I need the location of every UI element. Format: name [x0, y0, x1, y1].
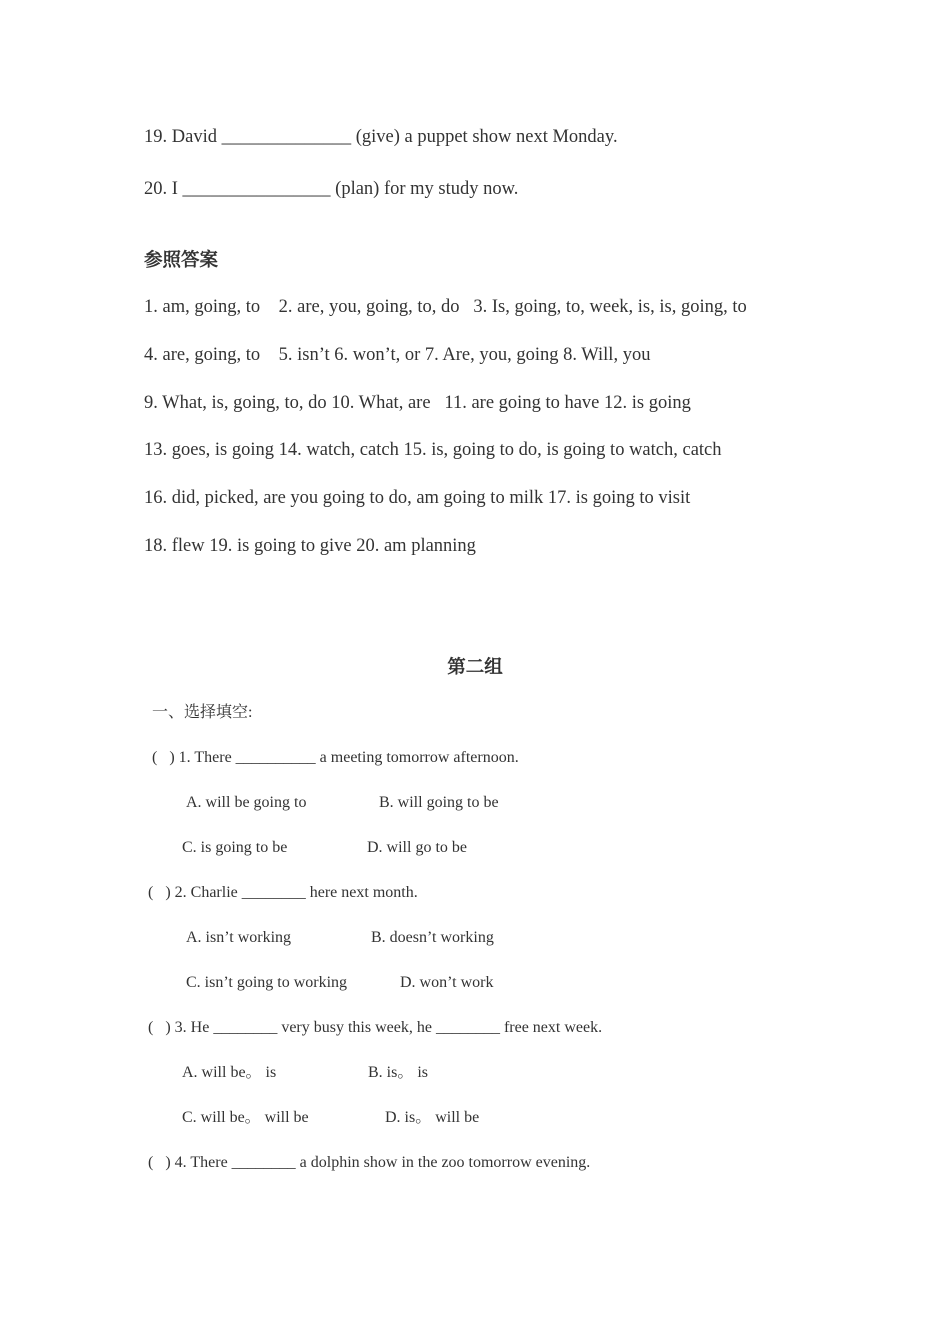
answer-line: 18. flew 19. is going to give 20. am planning — [144, 536, 476, 556]
question-1-option-a: A. will be going to — [186, 794, 307, 811]
question-2-option-a: A. isn’t working — [186, 929, 292, 946]
question-2-option-d: D. won’t work — [400, 974, 494, 991]
question-3-option-d: D. is。 will be — [385, 1109, 480, 1126]
question-1-stem: ( ) 1. There __________ a meeting tomorrow afternoon. — [152, 749, 519, 766]
question-3-option-a: A. will be。 is — [182, 1064, 277, 1081]
question-2-stem: ( ) 2. Charlie ________ here next month. — [148, 884, 418, 901]
answer-line: 16. did, picked, are you going to do, am going to milk 17. is going to visit — [144, 488, 691, 508]
answer-line: 1. am, going, to 2. are, you, going, to, do 3. Is, going, to, week, is, is, going, to — [144, 297, 747, 317]
question-3-option-c: C. will be。 will be — [182, 1109, 309, 1126]
question-20: 20. I ________________ (plan) for my study now. — [144, 179, 519, 199]
group-title: 第二组 — [447, 658, 503, 678]
section-heading: 一、选择填空: — [152, 704, 253, 721]
answer-line: 9. What, is, going, to, do 10. What, are 11. are going to have 12. is going — [144, 393, 691, 413]
question-3-stem: ( ) 3. He ________ very busy this week, he ________ free next week. — [148, 1019, 603, 1036]
question-19: 19. David ______________ (give) a puppet show next Monday. — [144, 127, 618, 147]
question-1-option-c: C. is going to be — [182, 839, 288, 856]
question-2-option-b: B. doesn’t working — [371, 929, 494, 946]
question-2-option-c: C. isn’t going to working — [186, 974, 348, 991]
answers-heading: 参照答案 — [144, 251, 219, 271]
question-3-option-b: B. is。 is — [368, 1064, 429, 1081]
question-1-option-b: B. will going to be — [379, 794, 499, 811]
answer-line: 4. are, going, to 5. isn’t 6. won’t, or 7. Are, you, going 8. Will, you — [144, 345, 651, 365]
answer-line: 13. goes, is going 14. watch, catch 15. is, going to do, is going to watch, catch — [144, 440, 722, 460]
question-4-stem: ( ) 4. There ________ a dolphin show in the zoo tomorrow evening. — [148, 1154, 591, 1171]
question-1-option-d: D. will go to be — [367, 839, 467, 856]
